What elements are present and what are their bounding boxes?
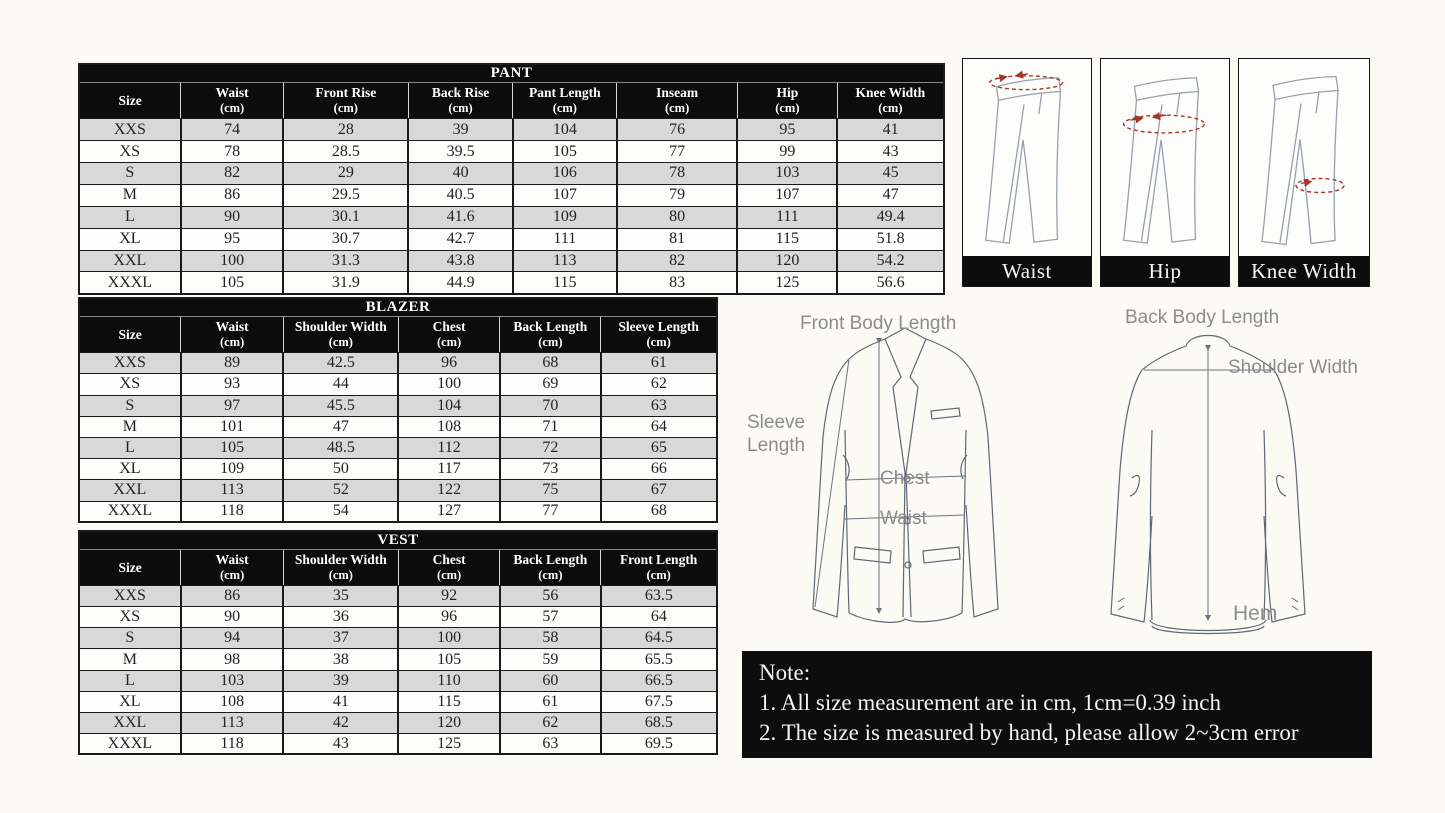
measurement-cell: 77 [617,141,738,163]
column-header: Inseam (cm) [617,83,738,119]
measurement-cell: 47 [283,416,398,437]
measurement-cell: 112 [398,437,500,458]
blazer-size-table [78,297,718,523]
table-row [79,353,717,374]
measurement-cell: 86 [181,184,284,206]
size-label-cell: S [79,628,181,649]
size-label-cell: L [79,670,181,691]
measurement-cell: 38 [283,649,398,670]
note-line-2: 2. The size is measured by hand, please allow 2~3cm error [759,720,1299,745]
measurement-cell: 67 [601,480,717,501]
waist-label: Waist [880,508,927,529]
measurement-cell: 113 [181,480,284,501]
measurement-cell: 42.5 [283,353,398,374]
measurement-cell: 109 [513,206,617,228]
table-title-row [79,64,944,83]
measurement-cell: 62 [500,712,601,733]
measurement-cell: 97 [181,395,284,416]
measurement-cell: 99 [737,141,837,163]
back-body-length-label: Back Body Length [1125,307,1280,328]
measurement-cell: 45.5 [283,395,398,416]
size-label-cell: XS [79,374,181,395]
column-header: Size [79,550,181,586]
measurement-cell: 64 [601,416,717,437]
table-row [79,691,717,712]
measurement-cell: 115 [513,272,617,294]
size-label-cell: XXXL [79,501,181,522]
measurement-cell: 48.5 [283,437,398,458]
measurement-cell: 105 [181,437,284,458]
measurement-cell: 66 [601,459,717,480]
measurement-cell: 64.5 [601,628,717,649]
measurement-cell: 40.5 [408,184,513,206]
measurement-cell: 82 [181,162,284,184]
measurement-cell: 105 [513,141,617,163]
pants-illustration [963,59,1091,256]
note-title: Note: [759,660,811,685]
table-title-row [79,298,717,317]
column-header: Waist (cm) [181,550,284,586]
column-header: Waist (cm) [181,317,284,353]
note-line-1: 1. All size measurement are in cm, 1cm=0.39 inch [759,690,1221,715]
sleeve-length-line2: Length [747,434,806,456]
measurement-cell: 115 [737,228,837,250]
measurement-cell: 113 [513,250,617,272]
size-label-cell: XXL [79,480,181,501]
measurement-cell: 82 [617,250,738,272]
column-header: Front Length (cm) [601,550,717,586]
column-header: Chest (cm) [398,550,500,586]
measurement-cell: 80 [617,206,738,228]
table-row [79,250,944,272]
measurement-cell: 77 [500,501,601,522]
shoulder-width-label: Shoulder Width [1228,357,1358,378]
size-label-cell: S [79,162,181,184]
measurement-cell: 103 [737,162,837,184]
hem-label: Hem [1233,602,1278,625]
measurement-cell: 70 [500,395,601,416]
size-label-cell: XS [79,141,181,163]
measurement-cell: 95 [737,119,837,141]
table-row [79,374,717,395]
column-header: Front Rise (cm) [283,83,408,119]
pant-hip-diagram [1100,58,1230,287]
size-label-cell: XXS [79,586,181,607]
measurement-cell: 125 [737,272,837,294]
vest-size-table [78,530,718,755]
pant-diagram-caption: Hip [1101,256,1229,286]
measurement-cell: 120 [398,712,500,733]
table-title: PANT [79,64,944,83]
measurement-cell: 62 [601,374,717,395]
measurement-cell: 59 [500,649,601,670]
table-row [79,459,717,480]
measurement-cell: 92 [398,586,500,607]
blazer-back-diagram [1080,295,1400,647]
table-title: BLAZER [79,298,717,317]
measurement-cell: 61 [601,353,717,374]
size-label-cell: XL [79,228,181,250]
table-row [79,733,717,754]
measurement-cell: 105 [181,272,284,294]
measurement-cell: 28 [283,119,408,141]
measurement-cell: 43.8 [408,250,513,272]
table-row [79,416,717,437]
measurement-cell: 41 [283,691,398,712]
pant-diagram-caption: Knee Width [1239,256,1369,286]
measurement-cell: 108 [398,416,500,437]
column-header: Back Length (cm) [500,550,601,586]
column-header: Waist (cm) [181,83,284,119]
column-header: Knee Width (cm) [837,83,944,119]
measurement-cell: 100 [398,374,500,395]
table-row [79,119,944,141]
measurement-cell: 61 [500,691,601,712]
measurement-cell: 115 [398,691,500,712]
measurement-cell: 113 [181,712,284,733]
table-row [79,670,717,691]
measurement-cell: 118 [181,501,284,522]
size-label-cell: M [79,416,181,437]
size-label-cell: S [79,395,181,416]
table-row [79,437,717,458]
measurement-cell: 78 [181,141,284,163]
measurement-cell: 28.5 [283,141,408,163]
measurement-cell: 94 [181,628,284,649]
table-title: VEST [79,531,717,550]
measurement-cell: 117 [398,459,500,480]
measurement-cell: 78 [617,162,738,184]
pant-knee-width-diagram [1238,58,1370,287]
table-header-row [79,83,944,119]
measurement-cell: 69.5 [601,733,717,754]
size-label-cell: M [79,649,181,670]
measurement-cell: 47 [837,184,944,206]
measurement-cell: 122 [398,480,500,501]
table-row [79,628,717,649]
measurement-cell: 35 [283,586,398,607]
measurement-cell: 109 [181,459,284,480]
measurement-cell: 110 [398,670,500,691]
measurement-cell: 39.5 [408,141,513,163]
table-row [79,141,944,163]
measurement-cell: 96 [398,353,500,374]
measurement-cell: 68.5 [601,712,717,733]
measurement-cell: 120 [737,250,837,272]
size-label-cell: XS [79,607,181,628]
table-row [79,184,944,206]
sleeve-length-line1: Sleeve [747,412,806,433]
table-row [79,501,717,522]
measurement-cell: 69 [500,374,601,395]
measurement-cell: 101 [181,416,284,437]
measurement-cell: 40 [408,162,513,184]
measurement-cell: 108 [181,691,284,712]
measurement-cell: 98 [181,649,284,670]
measurement-cell: 111 [513,228,617,250]
measurement-cell: 63 [601,395,717,416]
measurement-cell: 104 [513,119,617,141]
table-row [79,480,717,501]
size-label-cell: XXS [79,119,181,141]
measurement-cell: 68 [601,501,717,522]
measurement-cell: 93 [181,374,284,395]
measurement-cell: 50 [283,459,398,480]
measurement-cell: 29.5 [283,184,408,206]
table-row [79,607,717,628]
measurement-cell: 41.6 [408,206,513,228]
measurement-cell: 30.7 [283,228,408,250]
measurement-cell: 49.4 [837,206,944,228]
measurement-cell: 118 [181,733,284,754]
table-row [79,272,944,294]
measurement-cell: 89 [181,353,284,374]
measurement-cell: 107 [513,184,617,206]
measurement-cell: 107 [737,184,837,206]
measurement-cell: 39 [283,670,398,691]
measurement-cell: 66.5 [601,670,717,691]
measurement-cell: 43 [283,733,398,754]
measurement-cell: 42 [283,712,398,733]
table-row [79,586,717,607]
measurement-cell: 100 [398,628,500,649]
measurement-cell: 36 [283,607,398,628]
column-header: Back Rise (cm) [408,83,513,119]
measurement-cell: 31.3 [283,250,408,272]
chest-label: Chest [880,468,930,489]
size-label-cell: XXS [79,353,181,374]
size-label-cell: L [79,206,181,228]
measurement-cell: 79 [617,184,738,206]
measurement-cell: 100 [181,250,284,272]
measurement-cell: 76 [617,119,738,141]
measurement-cell: 67.5 [601,691,717,712]
measurement-cell: 30.1 [283,206,408,228]
table-row [79,206,944,228]
measurement-cell: 75 [500,480,601,501]
front-body-length-label: Front Body Length [800,313,957,334]
measurement-cell: 56.6 [837,272,944,294]
table-row [79,395,717,416]
table-row [79,649,717,670]
table-header-row [79,317,717,353]
measurement-cell: 43 [837,141,944,163]
measurement-cell: 63.5 [601,586,717,607]
measurement-cell: 60 [500,670,601,691]
table-row [79,228,944,250]
measurement-cell: 90 [181,206,284,228]
measurement-cell: 54 [283,501,398,522]
measurement-cell: 72 [500,437,601,458]
table-row [79,712,717,733]
measurement-cell: 125 [398,733,500,754]
sleeve-length-label [747,412,805,458]
measurement-cell: 96 [398,607,500,628]
note-box [742,651,1372,758]
measurement-cell: 68 [500,353,601,374]
measurement-cell: 65 [601,437,717,458]
size-label-cell: XL [79,459,181,480]
measurement-cell: 64 [601,607,717,628]
measurement-cell: 57 [500,607,601,628]
column-header: Shoulder Width (cm) [283,317,398,353]
size-label-cell: XXL [79,250,181,272]
column-header: Sleeve Length (cm) [601,317,717,353]
measurement-cell: 44.9 [408,272,513,294]
pants-illustration [1239,59,1369,256]
measurement-cell: 42.7 [408,228,513,250]
blazer-front-diagram [735,300,1040,648]
measurement-cell: 81 [617,228,738,250]
measurement-cell: 95 [181,228,284,250]
measurement-cell: 39 [408,119,513,141]
size-label-cell: XXXL [79,272,181,294]
pants-illustration [1101,59,1229,256]
measurement-cell: 52 [283,480,398,501]
measurement-cell: 56 [500,586,601,607]
size-label-cell: XXXL [79,733,181,754]
measurement-cell: 58 [500,628,601,649]
measurement-cell: 37 [283,628,398,649]
measurement-cell: 65.5 [601,649,717,670]
column-header: Hip (cm) [737,83,837,119]
size-label-cell: M [79,184,181,206]
measurement-cell: 90 [181,607,284,628]
table-title-row [79,531,717,550]
measurement-cell: 54.2 [837,250,944,272]
measurement-cell: 104 [398,395,500,416]
measurement-cell: 31.9 [283,272,408,294]
pant-waist-diagram [962,58,1092,287]
measurement-cell: 105 [398,649,500,670]
column-header: Shoulder Width (cm) [283,550,398,586]
measurement-cell: 45 [837,162,944,184]
pant-diagram-caption: Waist [963,256,1091,286]
measurement-cell: 86 [181,586,284,607]
measurement-cell: 71 [500,416,601,437]
measurement-cell: 73 [500,459,601,480]
measurement-cell: 111 [737,206,837,228]
table-row [79,162,944,184]
size-label-cell: XXL [79,712,181,733]
measurement-cell: 127 [398,501,500,522]
measurement-cell: 103 [181,670,284,691]
column-header: Size [79,83,181,119]
measurement-cell: 44 [283,374,398,395]
table-header-row [79,550,717,586]
column-header: Back Length (cm) [500,317,601,353]
measurement-cell: 51.8 [837,228,944,250]
measurement-cell: 83 [617,272,738,294]
measurement-cell: 41 [837,119,944,141]
size-label-cell: L [79,437,181,458]
column-header: Chest (cm) [398,317,500,353]
size-label-cell: XL [79,691,181,712]
measurement-cell: 106 [513,162,617,184]
measurement-cell: 74 [181,119,284,141]
pant-size-table [78,63,945,295]
measurement-cell: 29 [283,162,408,184]
column-header: Pant Length (cm) [513,83,617,119]
measurement-cell: 63 [500,733,601,754]
column-header: Size [79,317,181,353]
